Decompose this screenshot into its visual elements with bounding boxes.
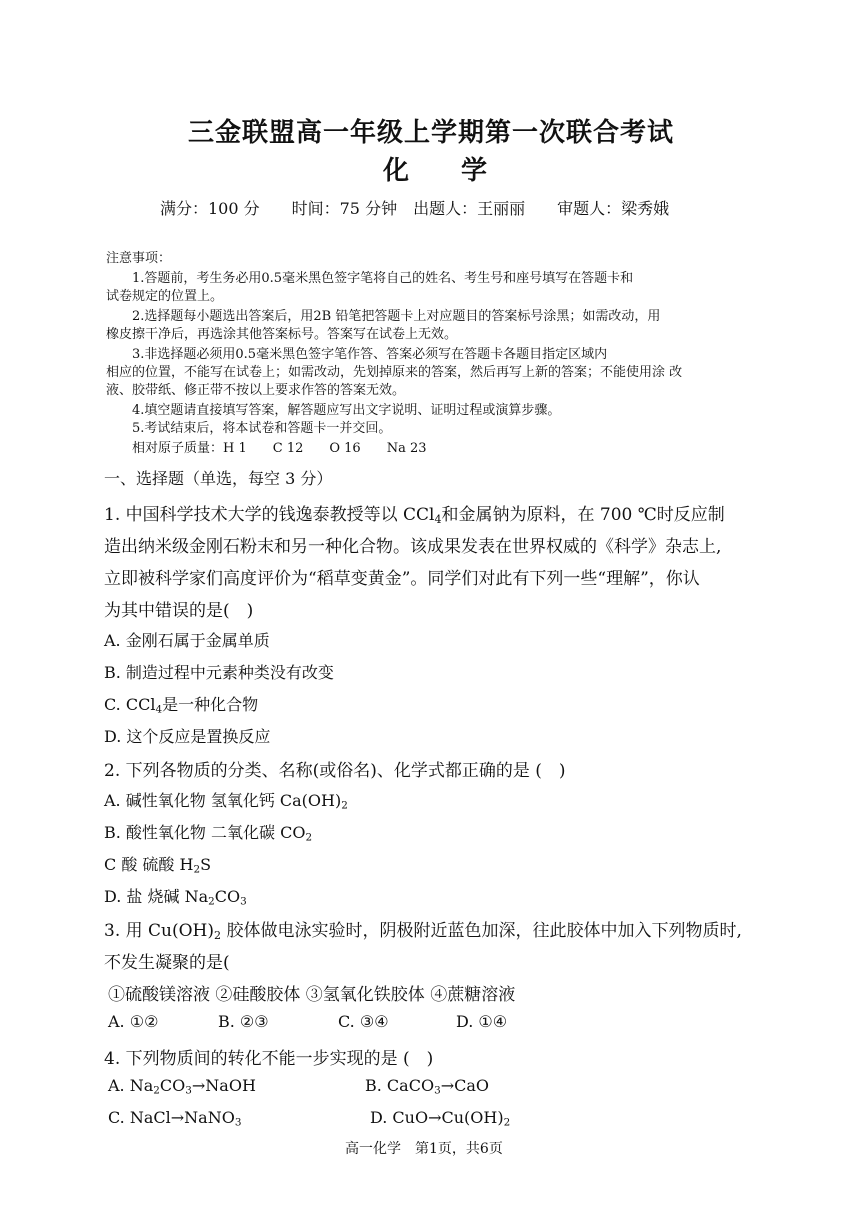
question-line: 2. 下列各物质的分类、名称(或俗名)、化学式都正确的是 ( ) — [104, 761, 566, 781]
section-heading: 一、选择题（单选，每空 3 分） — [104, 469, 333, 488]
exam-meta-line: 满分：100 分 时间：75 分钟 出题人：王丽丽 审题人：梁秀娥 — [160, 199, 670, 218]
subscript: 2 — [341, 799, 348, 812]
notes-line: 液、胶带纸、修正带不按以上要求作答的答案无效。 — [106, 383, 406, 398]
option-a: A. ①② — [108, 1012, 159, 1031]
option-c — [104, 692, 258, 715]
option-b — [104, 820, 312, 843]
option-b — [365, 1076, 489, 1095]
notes-line: 2.选择题每小题选出答案后，用2B 铅笔把答题卡上对应题目的答案标号涂黑；如需改动，用 — [106, 309, 661, 324]
text-fragment: 胶体做电泳实验时，阴极附近蓝色加深，往此胶体中加入下列物质时, — [221, 921, 742, 941]
subject-title: 化 学 — [383, 156, 488, 186]
notes-line: 5.考试结束后，将本试卷和答题卡一并交回。 — [106, 421, 392, 436]
text-fragment: 1. 中国科学技术大学的钱逸泰教授等以 CCl — [104, 505, 435, 525]
question-line: 立即被科学家们高度评价为“稻草变黄金”。同学们对此有下列一些“理解”，你认 — [104, 569, 700, 589]
option-a — [108, 1076, 256, 1095]
page-footer: 高一化学 第1页，共6页 — [345, 1141, 503, 1157]
option-b: B. ②③ — [218, 1012, 269, 1031]
text-fragment: D. CuO→Cu(OH) — [370, 1108, 504, 1127]
question-line: 4. 下列物质间的转化不能一步实现的是 ( ) — [104, 1049, 434, 1069]
text-fragment: C 酸 硫酸 H — [104, 855, 194, 874]
subscript: 4 — [434, 512, 442, 526]
text-fragment: 和金属钠为原料，在 700 ℃时反应制 — [441, 505, 725, 525]
text-fragment: B. 酸性氧化物 二氧化碳 CO — [104, 823, 306, 842]
text-fragment: D. 盐 烧碱 Na — [104, 887, 209, 906]
option-d — [104, 884, 247, 907]
text-fragment: 3. 用 Cu(OH) — [104, 921, 215, 941]
option-d: D. 这个反应是置换反应 — [104, 727, 271, 746]
text-fragment: →NaOH — [191, 1076, 256, 1095]
text-fragment: 是一种化合物 — [162, 695, 259, 714]
question-line — [104, 500, 725, 525]
notes-line: 相对原子质量：H 1 C 12 O 16 Na 23 — [106, 441, 427, 456]
option-b: B. 制造过程中元素种类没有改变 — [104, 663, 334, 682]
option-c — [104, 852, 211, 875]
text-fragment: B. CaCO — [365, 1076, 435, 1095]
text-fragment: A. Na — [108, 1076, 154, 1095]
text-fragment: CO — [214, 887, 241, 906]
question-line: 为其中错误的是( ) — [104, 601, 254, 621]
notes-line: 4.填空题请直接填写答案，解答题应写出文字说明、证明过程或演算步骤。 — [106, 403, 561, 418]
notes-line: 橡皮擦干净后，再选涂其他答案标号。答案写在试卷上无效。 — [106, 327, 458, 342]
subscript: 2 — [214, 928, 222, 942]
text-fragment: C. CCl — [104, 695, 156, 714]
subscript: 3 — [240, 895, 247, 908]
notes-line: 试卷规定的位置上。 — [106, 289, 224, 304]
subscript: 2 — [503, 1116, 511, 1129]
subscript: 3 — [434, 1084, 441, 1097]
option-c: C. ③④ — [338, 1012, 389, 1031]
notes-line: 3.非选择题必须用0.5毫米黑色签字笔作答、答案必须写在答题卡各题目指定区域内 — [106, 347, 608, 362]
subscript: 2 — [153, 1084, 160, 1097]
question-items: ①硫酸镁溶液 ②硅酸胶体 ③氢氧化铁胶体 ④蔗糖溶液 — [108, 985, 516, 1005]
text-fragment: C. NaCl→NaNO — [108, 1108, 235, 1127]
option-d: D. ①④ — [456, 1012, 508, 1031]
subscript: 2 — [305, 831, 313, 844]
text-fragment: S — [200, 855, 212, 874]
exam-title: 三金联盟高一年级上学期第一次联合考试 — [188, 118, 675, 148]
subscript: 2 — [208, 895, 215, 908]
question-line: 不发生凝聚的是( — [104, 953, 230, 973]
subscript: 4 — [155, 703, 163, 716]
subscript: 2 — [193, 863, 201, 876]
option-c — [108, 1108, 241, 1127]
option-a — [104, 788, 348, 811]
question-line: 造出纳米级金刚石粉末和另一种化合物。该成果发表在世界权威的《科学》杂志上, — [104, 537, 722, 557]
notes-line: 1.答题前，考生务必用0.5毫米黑色签字笔将自己的姓名、考生号和座号填写在答题卡和 — [106, 271, 634, 286]
option-d — [370, 1108, 510, 1127]
notes-line: 相应的位置，不能写在试卷上；如需改动，先划掉原来的答案，然后再写上新的答案；不能使用涂 改 — [106, 365, 683, 380]
text-fragment: CO — [159, 1076, 186, 1095]
option-a: A. 金刚石属于金属单质 — [104, 631, 270, 650]
subscript: 3 — [185, 1084, 192, 1097]
question-line — [104, 916, 742, 941]
text-fragment: A. 碱性氧化物 氢氧化钙 Ca(OH) — [104, 791, 342, 810]
subscript: 3 — [234, 1116, 242, 1129]
text-fragment: →CaO — [440, 1076, 490, 1095]
notes-heading: 注意事项： — [106, 251, 172, 266]
